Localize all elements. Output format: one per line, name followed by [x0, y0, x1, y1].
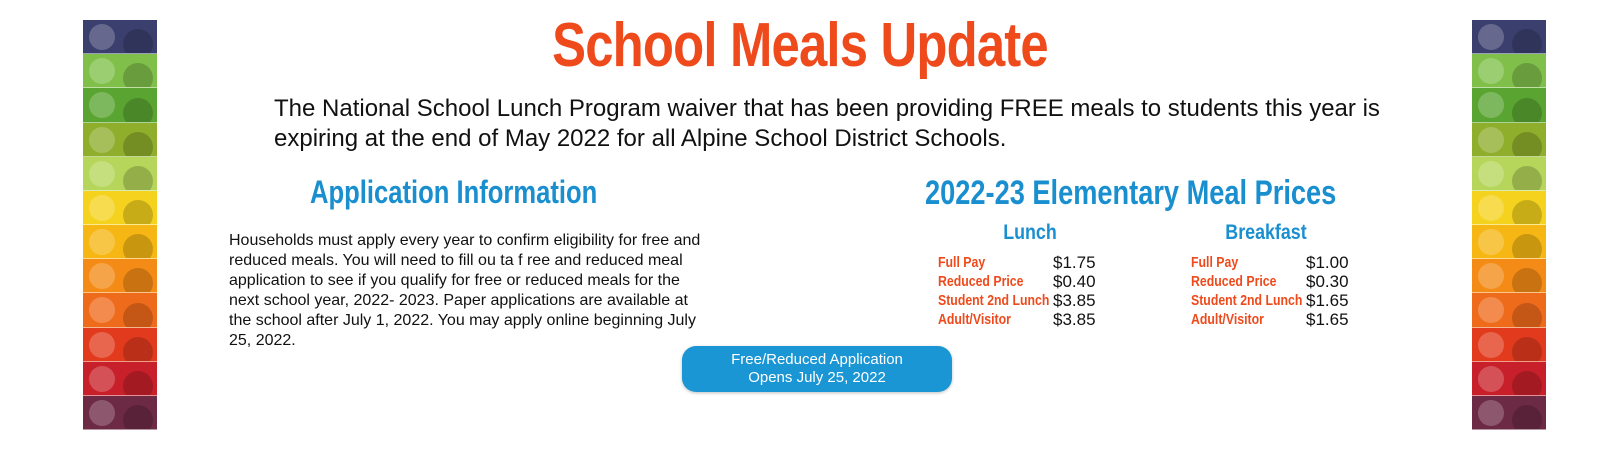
free-reduced-application-button[interactable] — [682, 346, 952, 392]
price-label: Adult/Visitor — [1191, 311, 1264, 328]
price-label: Reduced Price — [938, 273, 1024, 290]
button-line-2: Opens July 25, 2022 — [748, 369, 886, 386]
orange-image — [83, 259, 157, 293]
lemon-image — [1472, 191, 1546, 225]
grapes-image — [1472, 396, 1546, 430]
price-row — [1191, 310, 1349, 329]
price-label: Student 2nd Lunch — [938, 292, 1050, 309]
application-heading: Application Information — [310, 174, 598, 210]
lunch-heading: Lunch — [1003, 221, 1057, 244]
page-title: School Meals Update — [552, 11, 1048, 80]
lunch-price-table — [938, 253, 1096, 329]
application-body: Households must apply every year to confirm eligibility for free and reduced meals. You will need to fill ou ta f ree and reduced meal application to see if you qualify for free or reduced meals for the next school year, 2022- 2023. Paper applications are available at the school after July 1, 2022. You may apply online beginning July 25, 2022. — [229, 232, 701, 349]
orange-image — [1472, 259, 1546, 293]
price-value: $3.85 — [1053, 309, 1096, 329]
price-row — [1191, 272, 1349, 291]
price-value: $1.65 — [1306, 309, 1349, 329]
kiwi-image — [1472, 123, 1546, 157]
strawberry-image — [83, 362, 157, 396]
price-value: $1.65 — [1306, 290, 1349, 310]
price-row — [938, 272, 1096, 291]
tomato-image — [1472, 328, 1546, 362]
carrot-image — [83, 293, 157, 327]
yellow-tomato-image — [1472, 225, 1546, 259]
strawberry-image — [1472, 362, 1546, 396]
price-label: Full Pay — [1191, 254, 1239, 271]
intro-text: The National School Lunch Program waiver that has been providing FREE meals to students this year is expiring at the end of May 2022 for all Alpine School District Schools. — [274, 95, 1380, 152]
price-value: $1.00 — [1306, 252, 1349, 272]
lettuce-image — [1472, 88, 1546, 122]
grapes-image — [83, 396, 157, 430]
price-value: $0.30 — [1306, 271, 1349, 291]
lemon-image — [83, 191, 157, 225]
price-label: Student 2nd Lunch — [1191, 292, 1303, 309]
button-line-1: Free/Reduced Application — [731, 351, 903, 368]
tomato-image — [83, 328, 157, 362]
blueberries-image — [1472, 20, 1546, 54]
price-row — [938, 310, 1096, 329]
kiwi-image — [83, 123, 157, 157]
price-row — [938, 253, 1096, 272]
price-row — [938, 291, 1096, 310]
price-row — [1191, 291, 1349, 310]
price-label: Full Pay — [938, 254, 986, 271]
produce-strip-right — [1472, 20, 1546, 430]
price-label: Adult/Visitor — [938, 311, 1011, 328]
cucumber-image — [1472, 54, 1546, 88]
breakfast-price-table — [1191, 253, 1349, 329]
price-value: $3.85 — [1053, 290, 1096, 310]
green-apple-image — [1472, 157, 1546, 191]
price-label: Reduced Price — [1191, 273, 1277, 290]
yellow-tomato-image — [83, 225, 157, 259]
meal-prices-heading: 2022-23 Elementary Meal Prices — [925, 174, 1337, 212]
price-value: $1.75 — [1053, 252, 1096, 272]
breakfast-heading: Breakfast — [1225, 221, 1307, 244]
price-value: $0.40 — [1053, 271, 1096, 291]
lettuce-image — [83, 88, 157, 122]
green-apple-image — [83, 157, 157, 191]
carrot-image — [1472, 293, 1546, 327]
price-row — [1191, 253, 1349, 272]
